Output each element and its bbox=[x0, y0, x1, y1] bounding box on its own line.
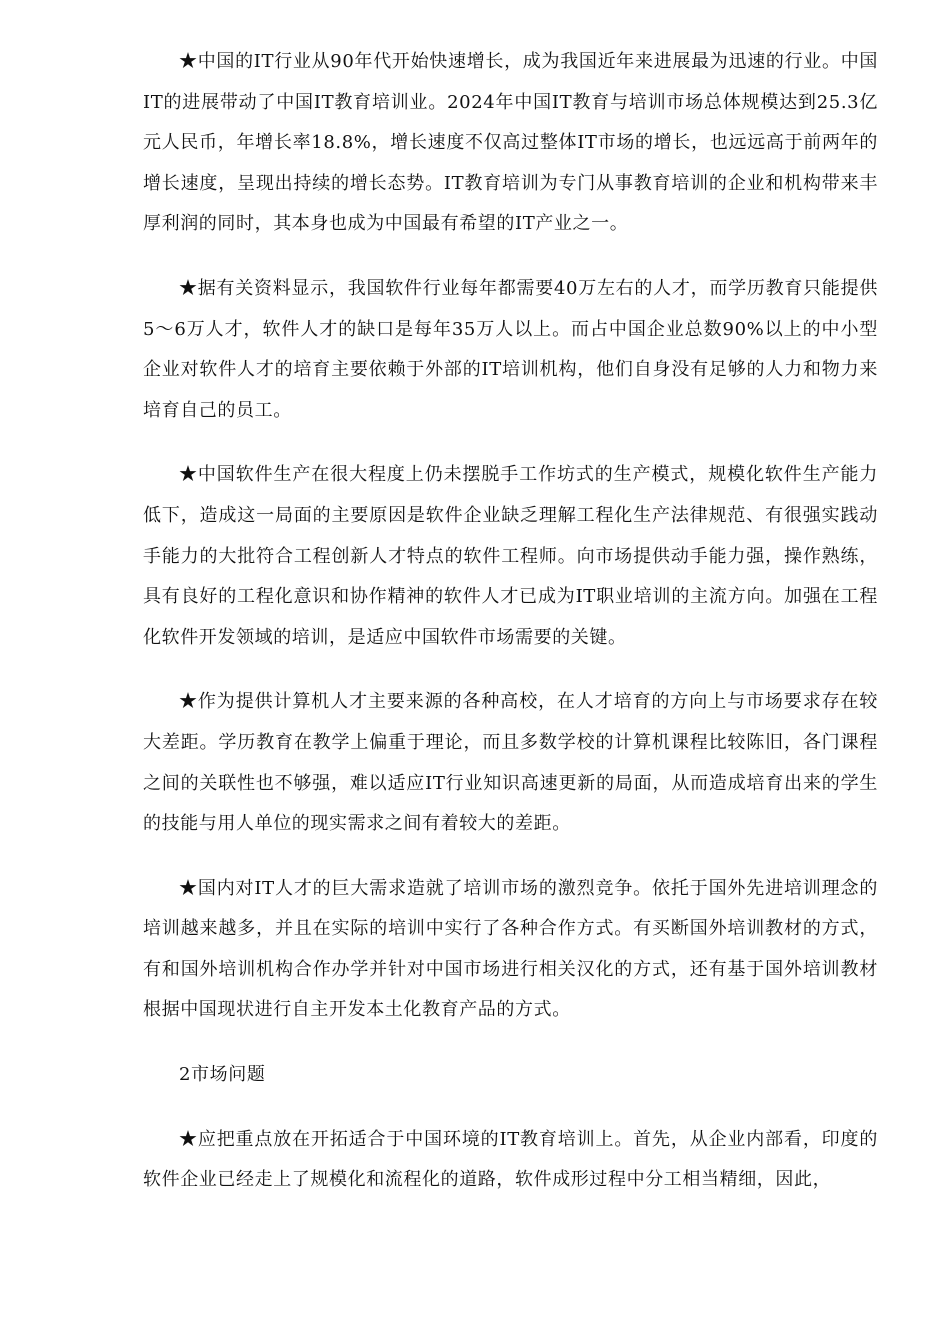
paragraph-software-production: ★中国软件生产在很大程度上仍未摆脱手工作坊式的生产模式，规模化软件生产能力低下，造成这一局面的主要原因是软件企业缺乏理解工程化生产法律规范、有很强实践动手能力的大批符合工程创新人才特点的软件工程师。向市场提供动手能力强，操作熟练，具有良好的工程化意识和协作精神的软件人才已成为IT职业培训的主流方向。加强在工程化软件开发领域的培训，是适应中国软件市场需要的关键。 bbox=[143, 464, 878, 648]
paragraph-china-environment: ★应把重点放在开拓适合于中国环境的IT教育培训上。首先，从企业内部看，印度的软件企业已经走上了规模化和流程化的道路，软件成形过程中分工相当精细，因此， bbox=[143, 1128, 878, 1191]
paragraph-university-gap: ★作为提供计算机人才主要来源的各种高校，在人才培育的方向上与市场要求存在较大差距。学历教育在教学上偏重于理论，而且多数学校的计算机课程比较陈旧，各门课程之间的关联性也不够强，难以适应IT行业知识高速更新的局面，从而造成培育出来的学生的技能与用人单位的现实需求之间有着较大的差距。 bbox=[143, 691, 878, 835]
paragraph-talent-gap: ★据有关资料显示，我国软件行业每年都需要40万左右的人才，而学历教育只能提供5～6万人才，软件人才的缺口是每年35万人以上。而占中国企业总数90%以上的中小型企业对软件人才的培育主要依赖于外部的IT培训机构，他们自身没有足够的人力和物力来培育自己的员工。 bbox=[143, 277, 878, 421]
paragraph-training-competition: ★国内对IT人才的巨大需求造就了培训市场的激烈竞争。依托于国外先进培训理念的培训越来越多，并且在实际的培训中实行了各种合作方式。有买断国外培训教材的方式，有和国外培训机构合作办学并针对中国市场进行相关汉化的方式，还有基于国外培训教材根据中国现状进行自主开发本土化教育产品的方式。 bbox=[143, 877, 878, 1021]
paragraph-it-industry-growth: ★中国的IT行业从90年代开始快速增长，成为我国近年来进展最为迅速的行业。中国IT的进展带动了中国IT教育培训业。2024年中国IT教育与培训市场总体规模达到25.3亿元人民币，年增长率18.8%，增长速度不仅高过整体IT市场的增长，也远远高于前两年的增长速度，呈现出持续的增长态势。IT教育培训为专门从事教育培训的企业和机构带来丰厚利润的同时，其本身也成为中国最有希望的IT产业之一。 bbox=[143, 51, 878, 235]
section-heading-market-issues: 2市场问题 bbox=[179, 1064, 266, 1086]
document-body bbox=[143, 42, 878, 1225]
